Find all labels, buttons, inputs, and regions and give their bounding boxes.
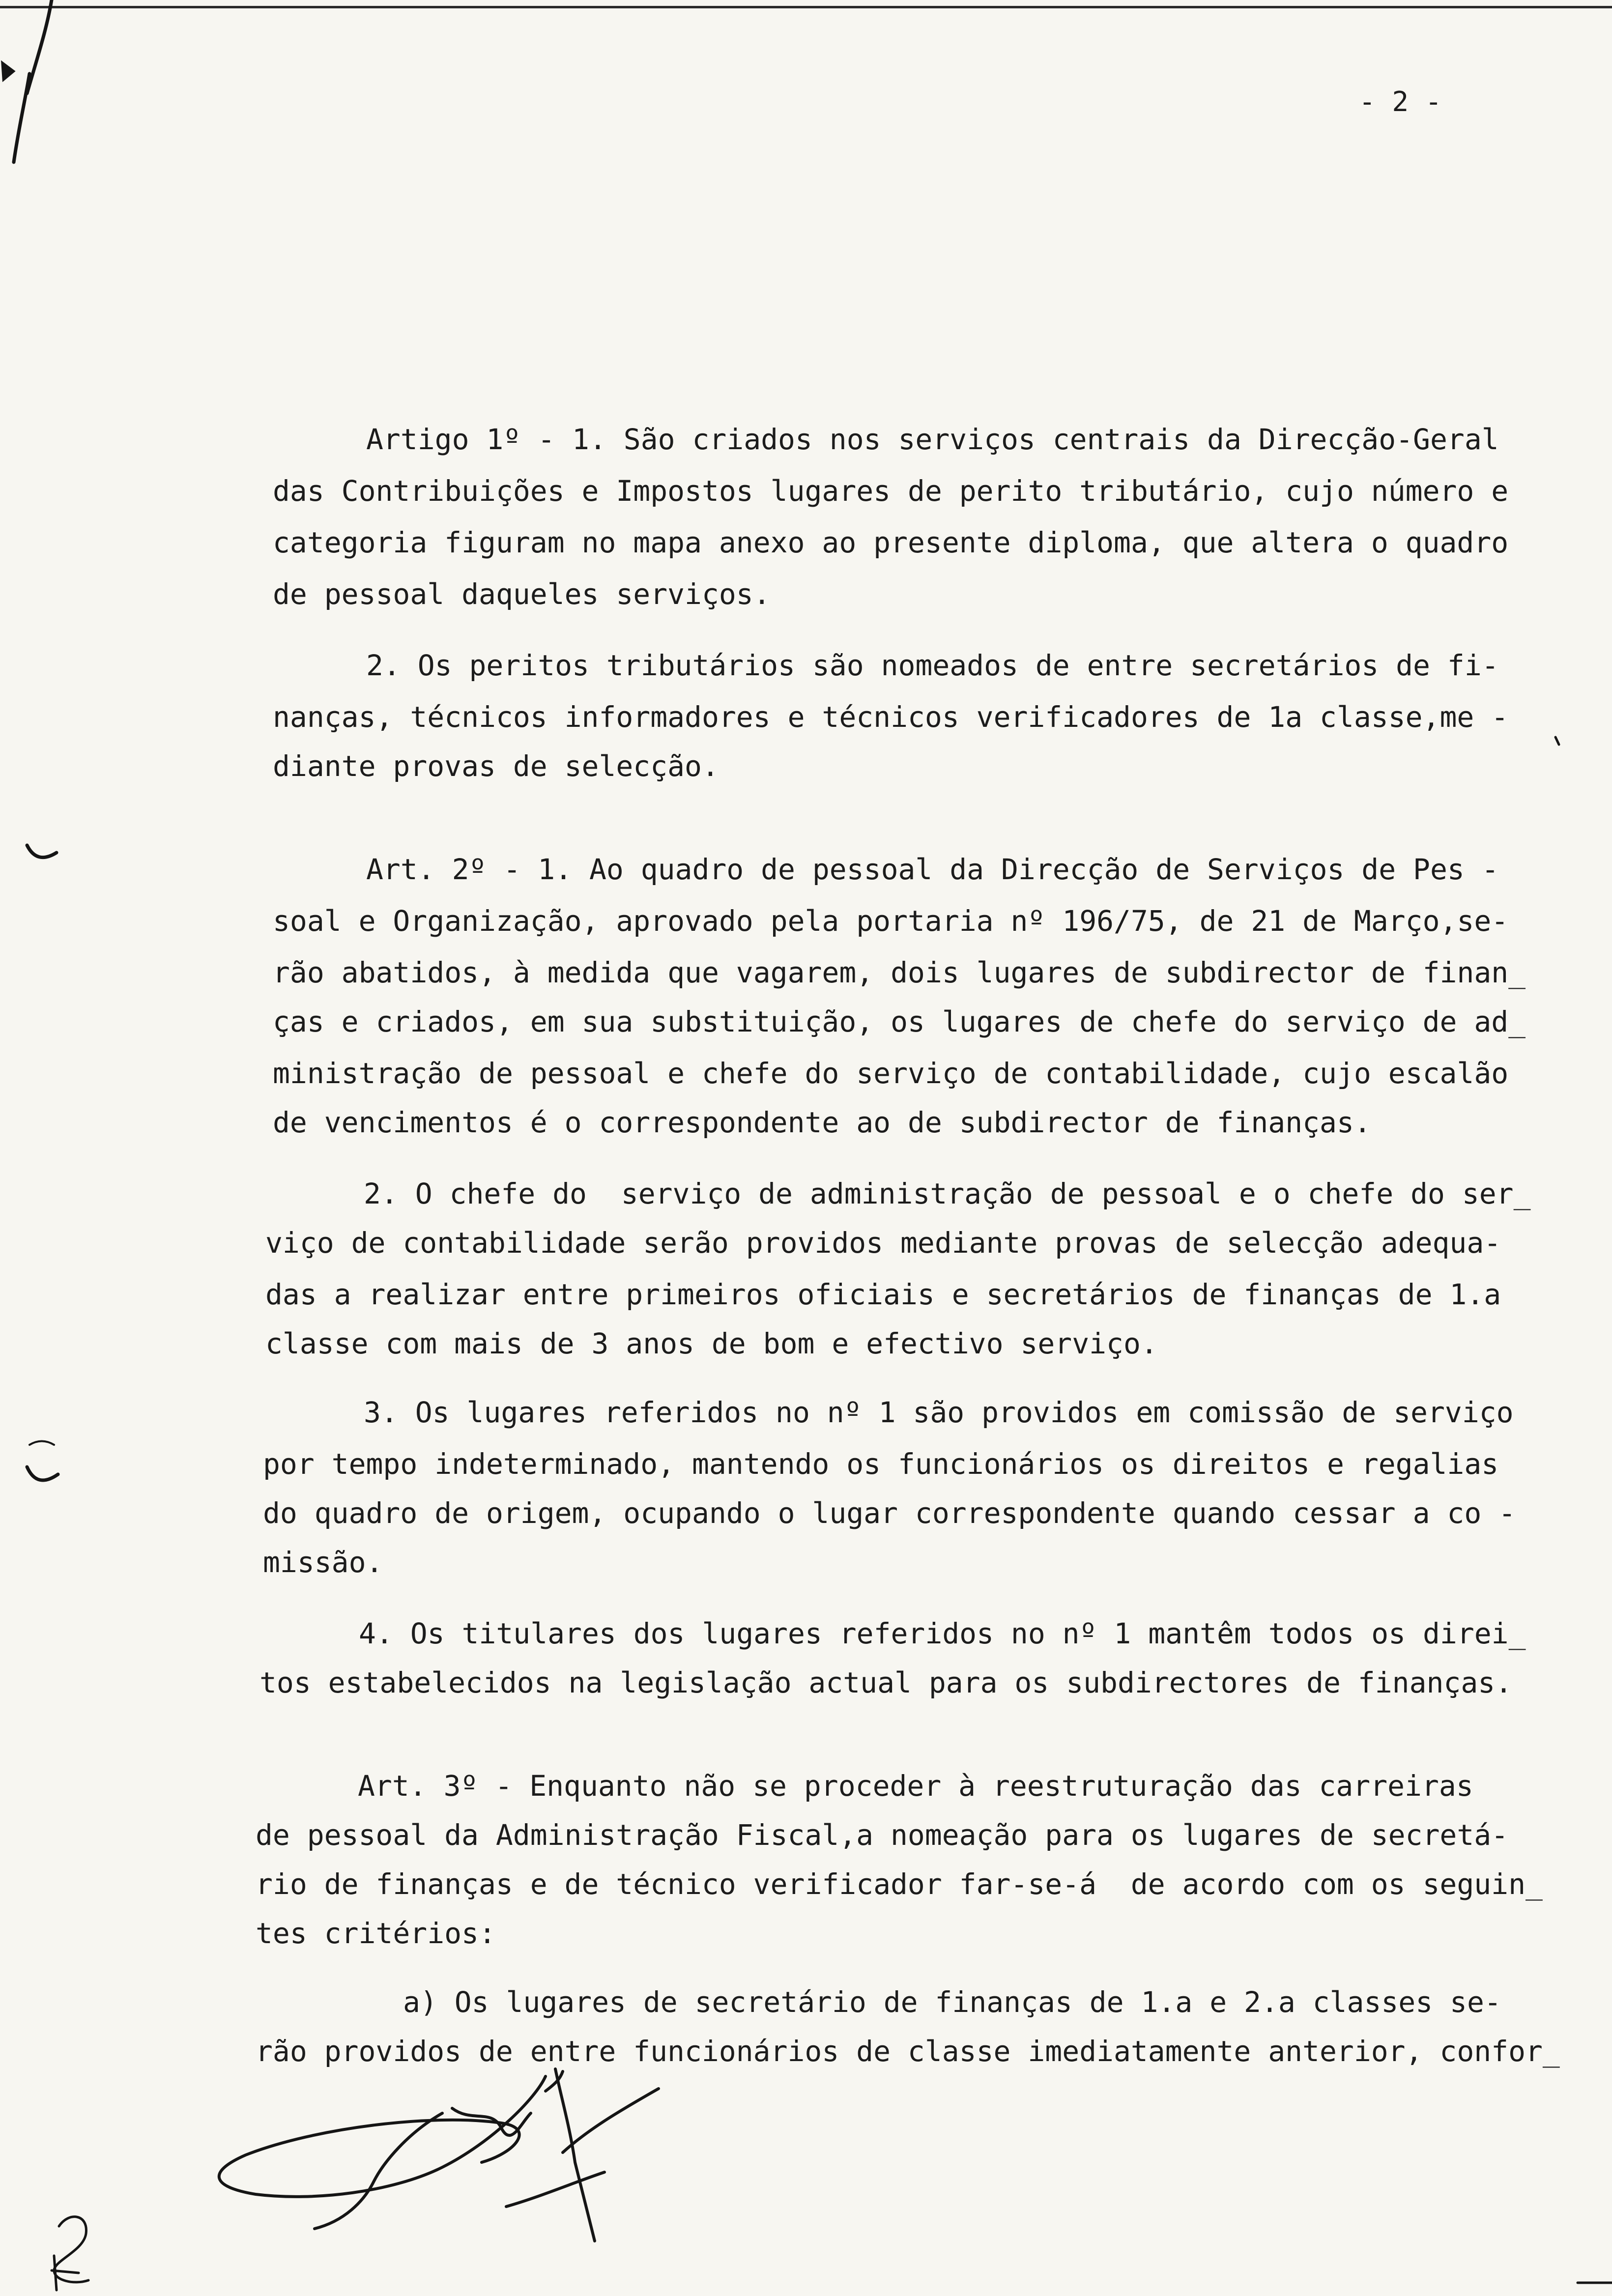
margin-mark [27,1467,58,1480]
margin-mark [29,1441,54,1445]
margin-mark [27,845,57,858]
text-line: categoria figuram no mapa anexo ao presente diploma, que altera o quadro [273,526,1509,559]
text-line: de vencimentos é o correspondente ao de subdirector de finanças. [273,1106,1371,1139]
margin-marks [3,0,1612,2283]
text-line: ças e criados, em sua substituição, os lugares de chefe do serviço de ad_ [273,1005,1526,1038]
text-line: tes critérios: [256,1917,496,1950]
text-line: rão abatidos, à medida que vagarem, dois lugares de subdirector de finan_ [273,956,1526,989]
text-line: 2. O chefe do serviço de administração de pessoal e o chefe do ser_ [364,1177,1531,1210]
text-line: 4. Os titulares dos lugares referidos no nº 1 mantêm todos os direi_ [359,1617,1526,1650]
text-line: missão. [263,1546,383,1579]
page-number: - 2 - [1359,86,1442,118]
text-line: rão providos de entre funcionários de classe imediatamente anterior, confor_ [256,2035,1560,2068]
text-line: soal e Organização, aprovado pela portaria nº 196/75, de 21 de Março,se- [273,904,1509,938]
text-line: rio de finanças e de técnico verificador far-se-á de acordo com os seguin_ [256,1867,1543,1901]
text-line: Artigo 1º - 1. São criados nos serviços centrais da Direcção-Geral [366,423,1499,456]
margin-mark [3,64,13,79]
text-line: a) Os lugares de secretário de finanças de 1.a e 2.a classes se- [403,1985,1501,2019]
text-line: das a realizar entre primeiros oficiais e secretários de finanças de 1.a [265,1278,1501,1311]
text-line: de pessoal daqueles serviços. [273,577,771,611]
top-edge-rule [0,6,1612,8]
text-line: nanças, técnicos informadores e técnicos verificadores de 1a classe,me - [273,700,1509,734]
margin-mark [1555,737,1559,745]
text-line: 3. Os lugares referidos no nº 1 são providos em comissão de serviço [364,1396,1514,1429]
text-line: ministração de pessoal e chefe do serviço de contabilidade, cujo escalão [273,1057,1509,1090]
text-line: do quadro de origem, ocupando o lugar correspondente quando cessar a co - [263,1496,1516,1530]
text-line: viço de contabilidade serão providos mediante provas de selecção adequa- [265,1226,1501,1260]
text-line: Art. 2º - 1. Ao quadro de pessoal da Direcção de Serviços de Pes - [366,853,1499,886]
signature [219,2069,659,2241]
text-line: Art. 3º - Enquanto não se proceder à reestruturação das carreiras [358,1769,1473,1803]
text-line: diante provas de selecção. [273,749,719,783]
initials-scribble [52,2217,88,2290]
text-line: 2. Os peritos tributários são nomeados de entre secretários de fi- [366,649,1499,682]
text-line: tos estabelecidos na legislação actual para os subdirectores de finanças. [259,1666,1513,1699]
text-line: de pessoal da Administração Fiscal,a nomeação para os lugares de secretá- [256,1818,1509,1852]
margin-mark [27,0,52,93]
margin-mark [14,74,29,162]
text-line: classe com mais de 3 anos de bom e efectivo serviço. [265,1327,1158,1360]
text-line: das Contribuições e Impostos lugares de perito tributário, cujo número e [273,474,1509,508]
text-line: por tempo indeterminado, mantendo os funcionários os direitos e regalias [263,1447,1499,1481]
